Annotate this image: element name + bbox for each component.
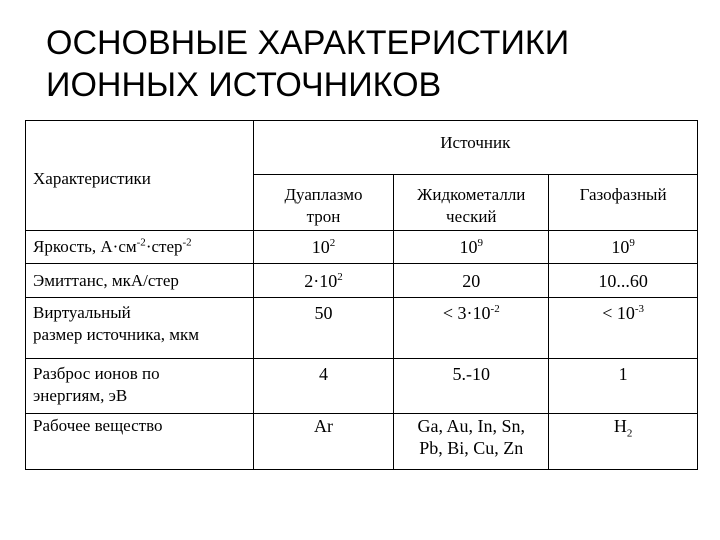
value-base: 50 [314, 303, 333, 323]
value-base: H [613, 416, 627, 436]
working-substance-label-text: Рабочее вещество [33, 416, 163, 435]
value-sup: 9 [477, 237, 484, 249]
energy-spread-duoplasmatron [253, 359, 394, 414]
value-sup: 2 [329, 237, 336, 249]
working-substance-duoplasmatron [253, 414, 394, 470]
header-source: Источник [440, 132, 511, 152]
working-substance-gas-phase [549, 414, 698, 470]
value-base: < 3·10 [442, 303, 491, 323]
col-header-liquid-metal [394, 175, 549, 231]
working-substance-liquid-metal [394, 414, 549, 470]
brightness-label-sup2: -2 [182, 236, 192, 249]
energy-spread-label-line1: Разброс ионов по [33, 364, 160, 383]
value-base: 5.-10 [452, 364, 491, 384]
brightness-label-sup1: -2 [136, 236, 146, 249]
row-energy-spread-label [26, 359, 254, 414]
value-base: 10...60 [598, 270, 648, 291]
value-base: 4 [318, 364, 328, 384]
value-sup: 2 [337, 270, 343, 283]
energy-spread-label-line2: энергиям, эВ [33, 386, 128, 405]
working-substance-liquid-metal-line2: Pb, Bi, Cu, Zn [419, 438, 524, 458]
title-line-1: ОСНОВНЫЕ ХАРАКТЕРИСТИКИ [46, 24, 570, 62]
emittance-gas-phase [549, 264, 698, 298]
col-header-liquid-metal-line1: Жидкометалли [417, 185, 526, 204]
row-virtual-size-label [26, 298, 254, 359]
value-base: 20 [462, 270, 481, 291]
energy-spread-gas-phase [549, 359, 698, 414]
virtual-size-label-line1: Виртуальный [33, 303, 131, 322]
energy-spread-liquid-metal [394, 359, 549, 414]
ion-sources-table [25, 120, 698, 470]
slide-title [46, 22, 686, 106]
col-header-duoplasmatron-line2: трон [306, 207, 341, 226]
value-sup: -2 [490, 303, 500, 315]
row-working-substance-label [26, 414, 254, 470]
value-base: 10 [311, 237, 330, 257]
value-base: 10 [459, 237, 478, 257]
value-base: < 10 [602, 303, 635, 323]
col-header-duoplasmatron [253, 175, 394, 231]
value-base: 1 [618, 364, 628, 384]
emittance-liquid-metal [394, 264, 549, 298]
col-header-liquid-metal-line2: ческий [446, 207, 497, 226]
virtual-size-gas-phase [549, 298, 698, 359]
value-sup: -3 [634, 303, 645, 315]
header-characteristics-cell [26, 121, 254, 231]
brightness-label-part2: ·стер [145, 237, 183, 256]
brightness-label-text [26, 236, 253, 258]
brightness-gas-phase [549, 231, 698, 264]
virtual-size-duoplasmatron [253, 298, 394, 359]
value-base: 10 [611, 237, 630, 257]
value-base: Ar [313, 416, 333, 436]
brightness-label-part1: Яркость, А·см [33, 237, 137, 256]
brightness-liquid-metal [394, 231, 549, 264]
value-sub: 2 [626, 427, 633, 440]
col-header-duoplasmatron-line1: Дуаплазмо [284, 185, 363, 204]
brightness-duoplasmatron [253, 231, 394, 264]
title-line-2: ИОННЫХ ИСТОЧНИКОВ [46, 66, 442, 104]
emittance-duoplasmatron [253, 264, 394, 298]
virtual-size-label-line2: размер источника, мкм [33, 325, 200, 344]
virtual-size-liquid-metal [394, 298, 549, 359]
header-source-cell [253, 121, 697, 175]
value-sup: 9 [629, 237, 635, 249]
col-header-gas-phase [549, 175, 698, 231]
value-base: 2·10 [304, 270, 338, 291]
header-characteristics: Характеристики [33, 168, 151, 188]
col-header-gas-phase-line1: Газофазный [579, 185, 667, 204]
emittance-label-text: Эмиттанс, мкА/стер [33, 270, 179, 290]
row-brightness-label [26, 231, 254, 264]
working-substance-liquid-metal-line1: Ga, Au, In, Sn, [417, 416, 526, 436]
row-emittance-label [26, 264, 254, 298]
